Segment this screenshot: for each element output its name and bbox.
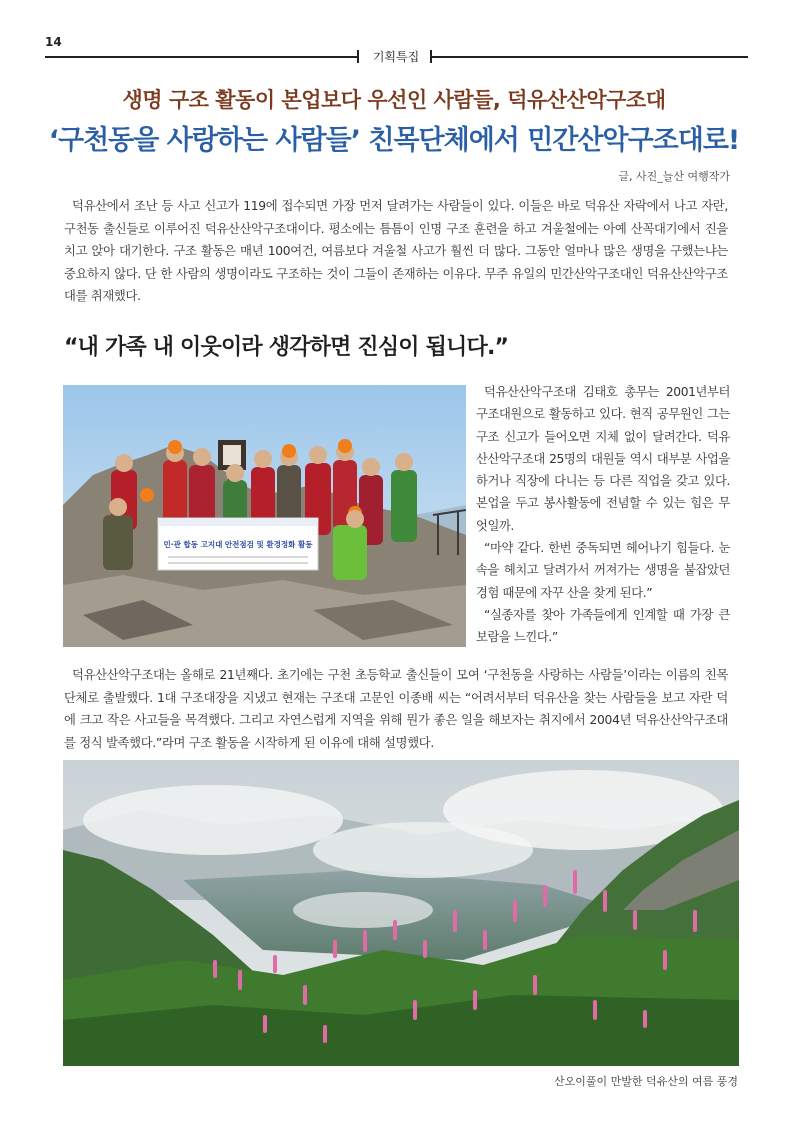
byline: 글, 사진_늘산 여행작가 xyxy=(618,170,730,183)
body-paragraph: 덕유산산악구조대는 올해로 21년째다. 초기에는 구천 초등학교 출신들이 모여 ‘구천동을 사랑하는 사람들’이라는 이름의 친목단체로 출발했다. 1대 구조대장을 지냈고 현재는 구조대 고문인 이종배 씨는 “어려서부터 덕유산을 찾는 사람들을 보고 자란 덕에 크고 작은 사고들을 목격했다. 그리고 자연스럽게 지역을 위해 뭔가 좋은 일을 해보자는 취지에서 2004년 덕유산산악구조대를 정식 발족했다.”라며 구조 활동을 시작하게 된 이유에 대해 설명했다. xyxy=(64,668,728,750)
side-paragraph: “마약 같다. 한번 중독되면 헤어나기 힘들다. 눈속을 헤치고 달려가서 꺼져가는 생명을 붙잡았던 경험 때문에 자꾸 산을 찾게 된다.” xyxy=(476,541,730,600)
section-label: 기획특집 xyxy=(372,50,420,64)
page-number: 14 xyxy=(45,35,62,49)
lead-paragraph: 덕유산에서 조난 등 사고 신고가 119에 접수되면 가장 먼저 달려가는 사람들이 있다. 이들은 바로 덕유산 자락에서 나고 자란, 구천동 출신들로 이루어진 덕유산산악구조대이다. 평소에는 틈틈이 인명 구조 훈련을 하고 겨울철에는 아예 산꼭대기에서 진을 치고 앉아 대기한다. 구조 활동은 매년 100여건, 여름보다 겨울철 사고가 훨씬 더 많다. 그동안 얼마나 많은 생명을 구했는냐는 중요하지 않다. 단 한 사람의 생명이라도 구조하는 것이 그들이 존재하는 이유다. 무주 유일의 민간산악구조대인 덕유산산악구조대를 취재했다. xyxy=(64,199,728,303)
header-rule-left xyxy=(45,56,357,58)
article-title: ‘구천동을 사랑하는 사람들’ 친목단체에서 민간산악구조대로! xyxy=(48,125,740,156)
side-paragraph: 덕유산산악구조대 김태호 총무는 2001년부터 구조대원으로 활동하고 있다. 현직 공무원인 그는 구조 신고가 들어오면 지체 없이 달려간다. 덕유산산악구조대 25명의 대원들 역시 대부분 사업을 하거나 직장에 다니는 등 다른 직업을 갖고 있다. 본업을 두고 봉사활동에 전념할 수 있는 힘은 무엇일까. xyxy=(476,385,730,533)
landscape-photo xyxy=(63,760,739,1066)
header-rule-right xyxy=(432,56,748,58)
header-tick-left xyxy=(357,50,359,63)
side-paragraph: “실종자를 찾아 가족들에게 인계할 때 가장 큰 보람을 느낀다.” xyxy=(476,607,730,645)
photo-caption: 산오이풀이 만발한 덕유산의 여름 풍경 xyxy=(553,1075,738,1088)
side-column xyxy=(476,381,730,649)
banner-text: 민·관 합동 고지대 안전점검 및 환경정화 활동 xyxy=(163,540,313,549)
article-subtitle: 생명 구조 활동이 본업보다 우선인 사람들, 덕유산산악구조대 xyxy=(122,88,666,112)
rescue-team-photo xyxy=(63,385,466,647)
quote-heading: “내 가족 내 이웃이라 생각하면 진심이 됩니다.” xyxy=(64,335,509,360)
